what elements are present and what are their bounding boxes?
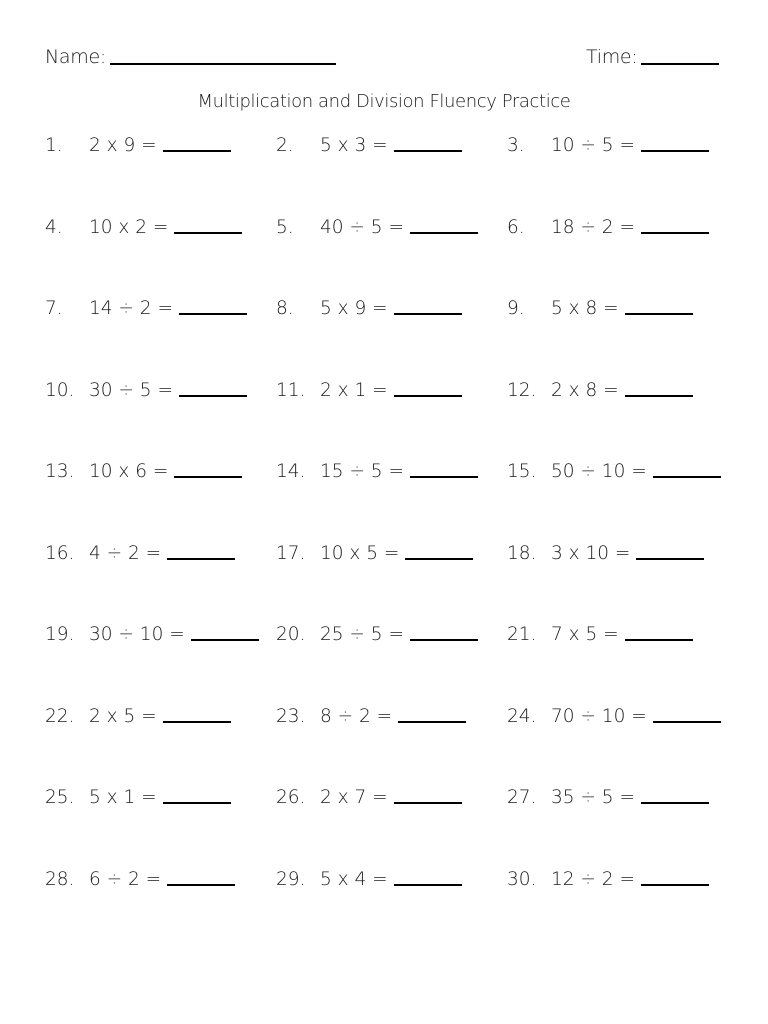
- problem-expression: 5 x 3 =: [320, 135, 388, 156]
- problem-expression: 3 x 10 =: [551, 542, 631, 564]
- problem-number: 20.: [276, 624, 306, 645]
- problem-item: [45, 868, 235, 892]
- problem-expression: 35 ÷ 5 =: [551, 787, 635, 808]
- answer-blank[interactable]: [625, 298, 693, 315]
- problem-item: [45, 542, 235, 566]
- problem-expression: 40 ÷ 5 =: [320, 216, 404, 238]
- problem-number: 4.: [45, 216, 63, 238]
- answer-blank[interactable]: [625, 624, 693, 641]
- problem-number: 11.: [276, 379, 306, 401]
- problem-expression: 2 x 1 =: [320, 379, 388, 401]
- problem-item: [507, 297, 693, 321]
- problem-expression: 2 x 8 =: [551, 379, 619, 401]
- problem-expression: 10 ÷ 5 =: [551, 135, 635, 156]
- problem-expression: 2 x 9 =: [89, 135, 157, 156]
- answer-blank[interactable]: [163, 706, 231, 723]
- problem-number: 10.: [45, 379, 75, 401]
- answer-blank[interactable]: [636, 543, 704, 560]
- problem-number: 7.: [45, 298, 63, 319]
- problem-item: [507, 460, 721, 484]
- problem-expression: 25 ÷ 5 =: [320, 624, 404, 645]
- problem-number: 17.: [276, 542, 306, 564]
- problem-item: [45, 705, 231, 729]
- problem-item: [507, 379, 693, 403]
- problem-expression: 8 ÷ 2 =: [320, 705, 393, 727]
- problem-number: 29.: [276, 868, 306, 890]
- problem-number: 19.: [45, 624, 75, 645]
- problem-item: [507, 216, 709, 240]
- problem-item: [45, 460, 242, 484]
- problem-expression: 10 x 6 =: [89, 461, 169, 482]
- answer-blank[interactable]: [174, 217, 242, 234]
- problem-number: 15.: [507, 461, 537, 482]
- problem-number: 25.: [45, 787, 75, 808]
- problem-number: 3.: [507, 135, 525, 156]
- problem-item: [507, 705, 721, 729]
- problem-number: 16.: [45, 542, 75, 564]
- problem-number: 2.: [276, 135, 294, 156]
- problem-number: 18.: [507, 542, 537, 564]
- problem-expression: 14 ÷ 2 =: [89, 298, 173, 319]
- problem-number: 8.: [276, 298, 294, 319]
- name-blank-line[interactable]: [110, 63, 336, 65]
- answer-blank[interactable]: [410, 624, 478, 641]
- problem-expression: 5 x 1 =: [89, 787, 157, 808]
- answer-blank[interactable]: [653, 706, 721, 723]
- name-label: Name:: [45, 46, 106, 68]
- answer-blank[interactable]: [179, 298, 247, 315]
- answer-blank[interactable]: [394, 298, 462, 315]
- answer-blank[interactable]: [653, 461, 721, 478]
- answer-blank[interactable]: [163, 787, 231, 804]
- problem-expression: 10 x 5 =: [320, 542, 400, 564]
- problem-number: 21.: [507, 624, 537, 645]
- problem-number: 13.: [45, 461, 75, 482]
- problem-item: [45, 134, 231, 158]
- problem-expression: 30 ÷ 10 =: [89, 624, 185, 645]
- problem-expression: 5 x 4 =: [320, 868, 388, 890]
- answer-blank[interactable]: [641, 869, 709, 886]
- answer-blank[interactable]: [405, 543, 473, 560]
- problem-number: 14.: [276, 461, 306, 482]
- problem-expression: 2 x 7 =: [320, 787, 388, 808]
- answer-blank[interactable]: [641, 217, 709, 234]
- problem-expression: 7 x 5 =: [551, 624, 619, 645]
- problem-item: [45, 297, 247, 321]
- answer-blank[interactable]: [398, 706, 466, 723]
- problem-number: 1.: [45, 135, 63, 156]
- answer-blank[interactable]: [394, 380, 462, 397]
- problem-item: [507, 134, 709, 158]
- problem-number: 24.: [507, 705, 537, 727]
- problem-number: 12.: [507, 379, 537, 401]
- answer-blank[interactable]: [410, 217, 478, 234]
- problem-expression: 30 ÷ 5 =: [89, 379, 173, 401]
- problem-number: 26.: [276, 787, 306, 808]
- problem-item: [507, 623, 693, 647]
- problem-number: 23.: [276, 705, 306, 727]
- problem-item: [276, 705, 466, 729]
- answer-blank[interactable]: [174, 461, 242, 478]
- problem-item: [45, 786, 231, 810]
- answer-blank[interactable]: [394, 869, 462, 886]
- problem-item: [45, 216, 242, 240]
- answer-blank[interactable]: [163, 135, 231, 152]
- answer-blank[interactable]: [641, 787, 709, 804]
- problem-expression: 12 ÷ 2 =: [551, 868, 635, 890]
- problem-item: [276, 297, 462, 321]
- problem-expression: 4 ÷ 2 =: [89, 542, 162, 564]
- name-field[interactable]: [45, 46, 336, 68]
- problem-item: [276, 460, 478, 484]
- problem-expression: 70 ÷ 10 =: [551, 705, 647, 727]
- problem-number: 6.: [507, 216, 525, 238]
- problem-item: [507, 786, 709, 810]
- problem-expression: 50 ÷ 10 =: [551, 461, 647, 482]
- problem-item: [276, 623, 478, 647]
- problem-item: [507, 868, 709, 892]
- problem-item: [507, 542, 704, 566]
- problem-number: 9.: [507, 298, 525, 319]
- answer-blank[interactable]: [625, 380, 693, 397]
- problem-item: [276, 216, 478, 240]
- problem-number: 22.: [45, 705, 75, 727]
- problem-expression: 6 ÷ 2 =: [89, 868, 162, 890]
- answer-blank[interactable]: [167, 543, 235, 560]
- problem-expression: 2 x 5 =: [89, 705, 157, 727]
- worksheet-title: Multiplication and Division Fluency Practice: [197, 91, 571, 112]
- answer-blank[interactable]: [410, 461, 478, 478]
- problem-item: [45, 379, 247, 403]
- problem-number: 28.: [45, 868, 75, 890]
- answer-blank[interactable]: [394, 787, 462, 804]
- problem-item: [276, 868, 462, 892]
- problem-number: 5.: [276, 216, 294, 238]
- answer-blank[interactable]: [179, 380, 247, 397]
- answer-blank[interactable]: [394, 135, 462, 152]
- problem-item: [276, 379, 462, 403]
- answer-blank[interactable]: [191, 624, 259, 641]
- problem-number: 30.: [507, 868, 537, 890]
- time-blank-line[interactable]: [641, 63, 719, 65]
- time-field[interactable]: [586, 46, 719, 68]
- problem-item: [276, 542, 473, 566]
- problem-expression: 15 ÷ 5 =: [320, 461, 404, 482]
- answer-blank[interactable]: [641, 135, 709, 152]
- problem-expression: 10 x 2 =: [89, 216, 169, 238]
- problem-item: [276, 134, 462, 158]
- problem-expression: 5 x 8 =: [551, 298, 619, 319]
- time-label: Time:: [586, 46, 638, 68]
- answer-blank[interactable]: [167, 869, 235, 886]
- problem-expression: 18 ÷ 2 =: [551, 216, 635, 238]
- problem-item: [45, 623, 259, 647]
- problem-expression: 5 x 9 =: [320, 298, 388, 319]
- problem-number: 27.: [507, 787, 537, 808]
- problem-item: [276, 786, 462, 810]
